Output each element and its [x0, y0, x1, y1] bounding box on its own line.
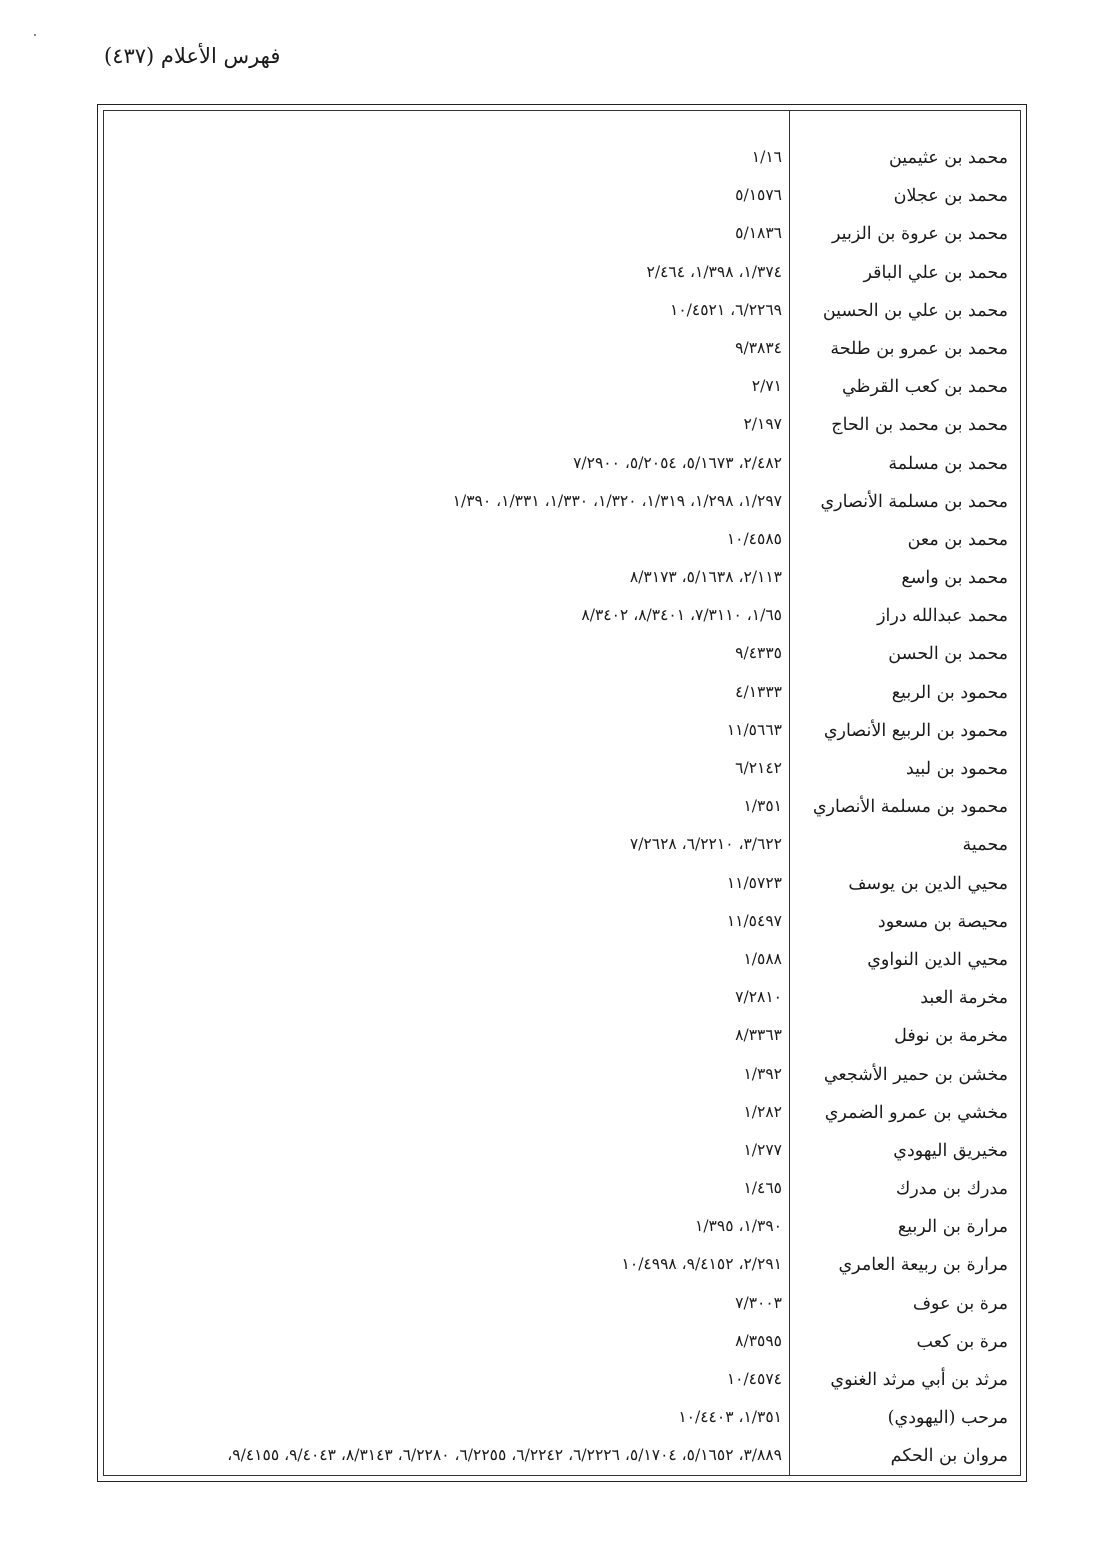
index-row — [104, 372, 1020, 410]
person-name: محمد بن عمرو بن طلحة — [830, 338, 1008, 359]
page-references: ١/٢٨٢ — [743, 1102, 782, 1121]
scan-speck — [34, 34, 36, 36]
person-name: محمود بن مسلمة الأنصاري — [812, 797, 1008, 818]
index-row — [104, 792, 1020, 830]
page-references: ١/٢٧٧ — [743, 1140, 782, 1159]
person-name: محمد بن مسلمة — [888, 453, 1008, 474]
index-row — [104, 296, 1020, 334]
index-row — [104, 410, 1020, 448]
page-references: ١/٢٩٧، ١/٢٩٨، ١/٣١٩، ١/٣٢٠، ١/٣٣٠، ١/٣٣١، ١/٣٩٠ — [452, 491, 782, 510]
page-references: ١/٣٥١، ١٠/٤٤٠٣ — [678, 1408, 782, 1427]
index-row — [104, 563, 1020, 601]
page-references: ١/٤٦٥ — [743, 1179, 782, 1198]
page-references: ١٠/٤٥٨٥ — [726, 529, 782, 548]
person-name: محمد بن محمد بن الحاج — [831, 415, 1008, 436]
person-name: مخرمة العبد — [920, 988, 1008, 1009]
person-name: محمد بن كعب القرظي — [841, 377, 1008, 398]
person-name: محمود بن الربيع — [891, 682, 1008, 703]
person-name: مدرك بن مدرك — [895, 1179, 1008, 1200]
person-name: مروان بن الحكم — [890, 1446, 1008, 1467]
person-name: مرارة بن الربيع — [897, 1217, 1008, 1238]
page-references: ٨/٣٥٩٥ — [735, 1331, 782, 1350]
index-row — [104, 830, 1020, 868]
page-references: ١/٣٩٢ — [743, 1064, 782, 1083]
page-references: ١١/٥٧٢٣ — [726, 873, 782, 892]
page-references: ٢/٧١ — [751, 377, 782, 396]
index-row — [104, 907, 1020, 945]
person-name: محيي الدين النواوي — [867, 949, 1008, 970]
index-row — [104, 1365, 1020, 1403]
page-references: ١٠/٤٥٧٤ — [726, 1370, 782, 1388]
index-row — [104, 181, 1020, 219]
index-row — [104, 143, 1020, 181]
index-row — [104, 716, 1020, 754]
index-row — [104, 1441, 1020, 1479]
person-name: مخرمة بن نوفل — [894, 1026, 1008, 1047]
index-row — [104, 1403, 1020, 1441]
page-references: ١/٥٨٨ — [743, 949, 782, 968]
page-references: ١/٦٥، ٧/٣١١٠، ٨/٣٤٠١، ٨/٣٤٠٢ — [581, 606, 782, 625]
person-name: مخشن بن حمير الأشجعي — [823, 1064, 1008, 1085]
page-references: ٤/١٣٣٣ — [735, 682, 782, 701]
person-name: مرحب (اليهودي) — [887, 1408, 1008, 1429]
person-name: محمد بن علي الباقر — [863, 262, 1008, 283]
page-references: ١١/٥٦٦٣ — [726, 720, 782, 739]
index-row — [104, 449, 1020, 487]
person-name: محيصة بن مسعود — [877, 911, 1008, 932]
person-name: محمد بن عروة بن الزبير — [832, 224, 1008, 245]
index-rows — [104, 143, 1020, 1480]
index-row — [104, 334, 1020, 372]
index-row — [104, 1021, 1020, 1059]
index-row — [104, 639, 1020, 677]
page-references: ٩/٣٨٣٤ — [735, 338, 782, 357]
person-name: محمود بن الربيع الأنصاري — [823, 720, 1008, 741]
page-references: ١١/٥٤٩٧ — [726, 911, 782, 930]
person-name: محمية — [962, 835, 1008, 856]
index-row — [104, 258, 1020, 296]
index-row — [104, 219, 1020, 257]
person-name: مرة بن كعب — [916, 1331, 1008, 1352]
index-row — [104, 1136, 1020, 1174]
index-row — [104, 487, 1020, 525]
page-references: ٨/٣٣٦٣ — [735, 1026, 782, 1045]
person-name: محمد بن معن — [907, 529, 1008, 550]
page-references: ١/٣٥١ — [743, 797, 782, 816]
person-name: مخيريق اليهودي — [893, 1140, 1008, 1161]
person-name: مرارة بن ربيعة العامري — [838, 1255, 1008, 1276]
index-row — [104, 983, 1020, 1021]
page-references: ٥/١٨٣٦ — [735, 224, 782, 243]
person-name: محمد بن مسلمة الأنصاري — [820, 491, 1008, 512]
page-references: ٢/٢٩١، ٩/٤١٥٢، ١٠/٤٩٩٨ — [621, 1255, 782, 1274]
page-references: ٦/٢٢٦٩، ١٠/٤٥٢١ — [670, 300, 782, 319]
person-name: محمد بن عثيمين — [888, 148, 1008, 168]
index-row — [104, 945, 1020, 983]
page-header: فهرس الأعلام (٤٣٧) — [104, 44, 281, 68]
page-references: ٧/٣٠٠٣ — [735, 1293, 782, 1312]
page-references: ٣/٨٨٩، ٥/١٦٥٢، ٥/١٧٠٤، ٦/٢٢٢٦، ٦/٢٢٤٢، ٦/٢٢٥٥، ٦/٢٢٨٠، ٨/٣١٤٣، ٩/٤٠٤٣، ٩/٤١٥٥، — [227, 1446, 782, 1465]
index-row — [104, 869, 1020, 907]
page-references: ١/٣٩٠، ١/٣٩٥ — [695, 1217, 782, 1236]
page-references: ٣/٦٢٢، ٦/٢٢١٠، ٧/٢٦٢٨ — [629, 835, 782, 854]
page-references: ٢/١١٣، ٥/١٦٣٨، ٨/٣١٧٣ — [629, 568, 782, 587]
person-name: محمد عبدالله دراز — [877, 606, 1008, 627]
page-references: ٢/٤٨٢، ٥/١٦٧٣، ٥/٢٠٥٤، ٧/٢٩٠٠ — [573, 453, 782, 472]
person-name: محمود بن لبيد — [905, 759, 1008, 779]
index-row — [104, 1327, 1020, 1365]
index-row — [104, 1289, 1020, 1327]
index-row — [104, 525, 1020, 563]
page-references: ٧/٢٨١٠ — [735, 988, 782, 1007]
page-references: ١/١٦ — [751, 148, 782, 166]
index-row — [104, 1174, 1020, 1212]
person-name: مرة بن عوف — [912, 1293, 1008, 1314]
person-name: محمد بن واسع — [901, 568, 1008, 589]
person-name: محمد بن عجلان — [893, 186, 1008, 207]
page-references: ٥/١٥٧٦ — [735, 186, 782, 205]
index-row — [104, 601, 1020, 639]
person-name: محيي الدين بن يوسف — [848, 873, 1008, 894]
index-table — [103, 110, 1021, 1476]
page-references: ١/٣٧٤، ١/٣٩٨، ٢/٤٦٤ — [646, 262, 782, 281]
page-references: ٢/١٩٧ — [743, 415, 782, 434]
index-row — [104, 1212, 1020, 1250]
person-name: محمد بن الحسن — [888, 644, 1008, 665]
index-row — [104, 1098, 1020, 1136]
index-table-frame — [97, 104, 1027, 1482]
page-references: ٦/٢١٤٢ — [735, 759, 782, 777]
index-row — [104, 1250, 1020, 1288]
person-name: محمد بن علي بن الحسين — [822, 300, 1008, 321]
index-row — [104, 678, 1020, 716]
index-row — [104, 1060, 1020, 1098]
person-name: مخشي بن عمرو الضمري — [824, 1102, 1008, 1123]
page-references: ٩/٤٣٣٥ — [735, 644, 782, 663]
index-row — [104, 754, 1020, 792]
person-name: مرثد بن أبي مرثد الغنوي — [830, 1370, 1008, 1390]
